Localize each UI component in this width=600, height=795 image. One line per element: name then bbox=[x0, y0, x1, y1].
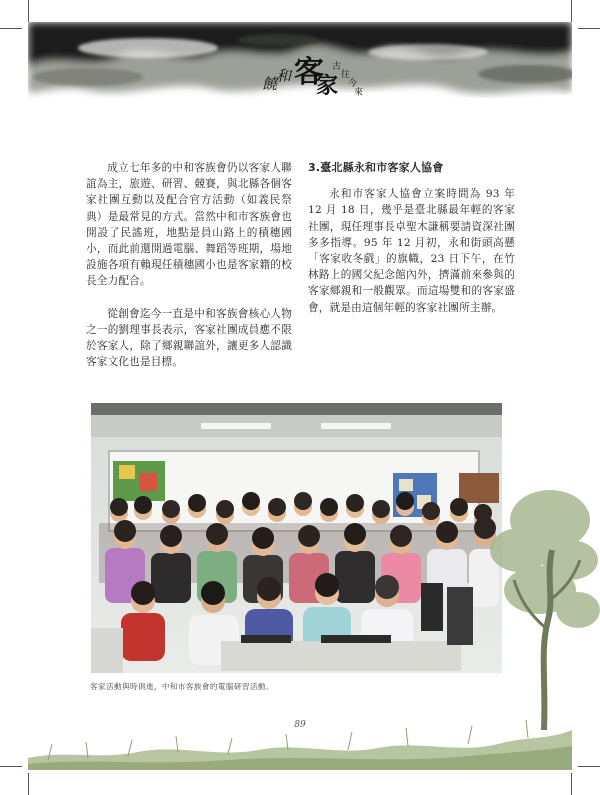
page-number: 89 bbox=[294, 720, 306, 730]
decorative-grass-strip bbox=[28, 700, 572, 770]
logo-char-3: 客 bbox=[294, 55, 324, 90]
decorative-tree-illustration bbox=[470, 480, 600, 730]
logo-char-7: 今 bbox=[348, 79, 358, 89]
logo-char-4: 家 bbox=[316, 73, 339, 99]
logo-char-2: 和 bbox=[276, 67, 292, 85]
right-paragraph-1: 永和市客家人協會立案時間為 93 年 12 月 18 日，幾乎是臺北縣最年輕的客家社團，現任理事長卓聖木謙稱要請資深社團多多指導。95 年 12 月初，永和街頭高懸「客家收冬戲」的旗幟，23 日下午，在竹林路上的國父紀念館內外，擠滿前來參與的客家鄉親和一般觀眾。而這場雙和的客家盛會，就是由這個年輕的客家社團所主辦。 bbox=[308, 188, 515, 314]
header-logo bbox=[262, 45, 372, 115]
right-text-column bbox=[308, 160, 515, 332]
left-paragraph-1: 成立七年多的中和客族會仍以客家人聯誼為主，旅遊、研習、競賽，與北縣各個客家社團互動以及配合官方活動（如義民祭典）是最常見的方式。當然中和市客族會也開設了民謠班，地點是員山路上的積穗國小，而此前還開過電腦、舞蹈等班期，場地設施各項有賴現任積穗國小也是客家籍的校長全力配合。 bbox=[86, 162, 292, 288]
section-heading: 3.臺北縣永和市客家人協會 bbox=[308, 161, 444, 174]
group-photo bbox=[91, 403, 502, 673]
logo-char-5: 古 bbox=[332, 62, 342, 72]
photo-caption: 客家活動與時俱進，中和市客族會的電腦研習活動。 bbox=[90, 682, 274, 691]
logo-char-1: 饒 bbox=[262, 75, 278, 93]
logo-char-6: 往 bbox=[341, 70, 351, 80]
logo-char-8: 來 bbox=[354, 88, 364, 98]
left-paragraph-2: 從創會迄今一直是中和客族會核心人物之一的劉理事長表示，客家社團成員應不限於客家人，除了鄉親聯誼外，讓更多人認識客家文化也是目標。 bbox=[86, 307, 292, 369]
left-text-column bbox=[86, 160, 292, 386]
